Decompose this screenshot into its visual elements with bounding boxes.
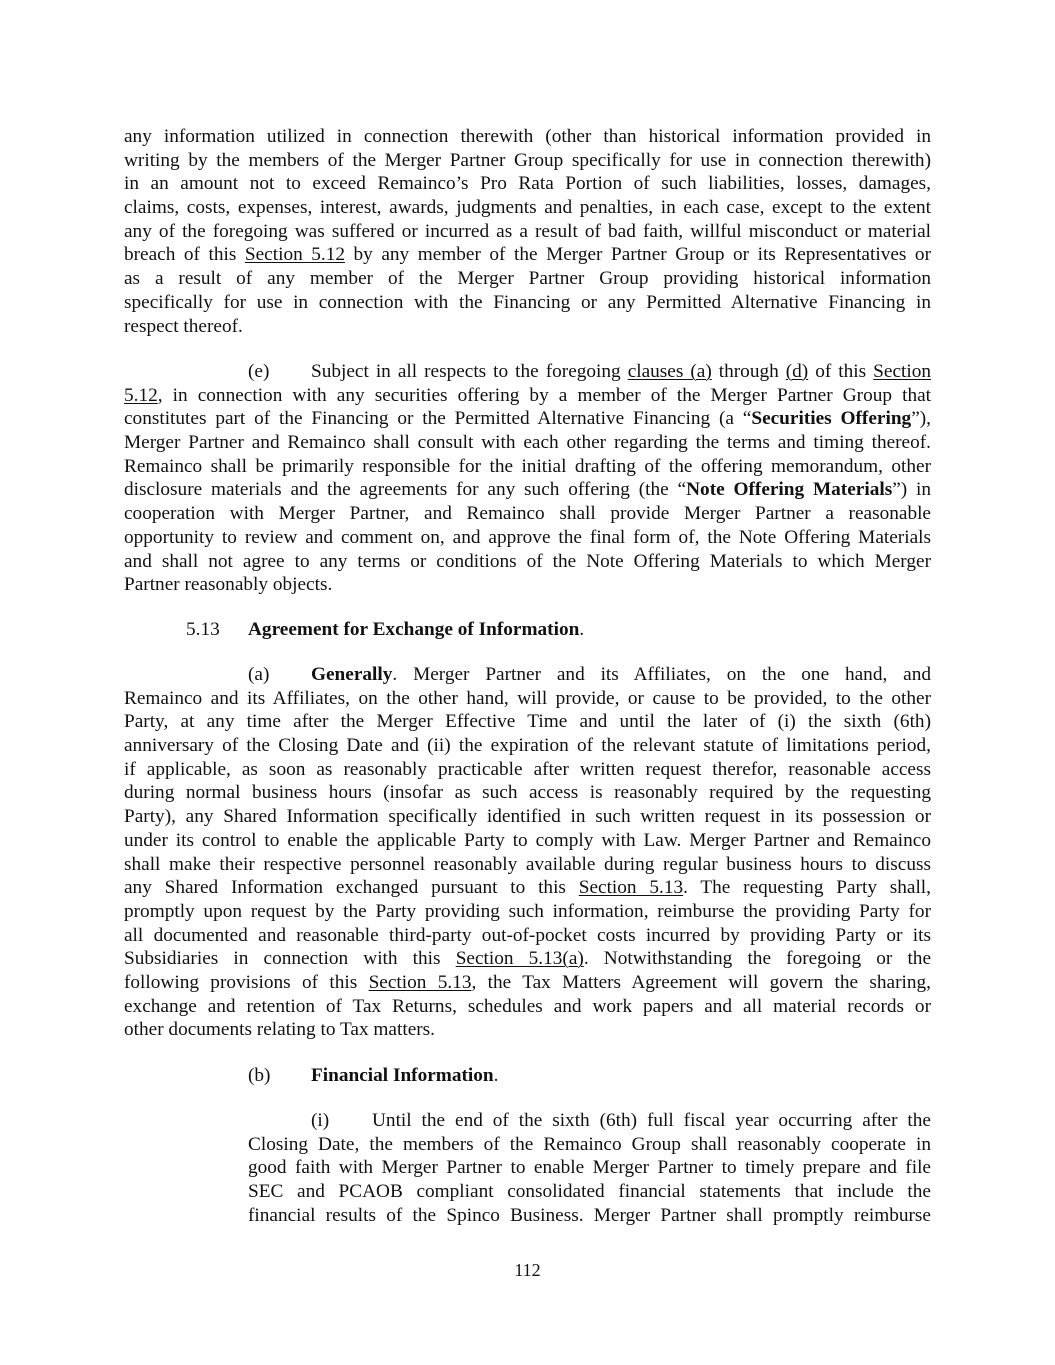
text-line xyxy=(124,829,931,853)
text-run: . Notwithstanding the foregoing or the xyxy=(583,948,932,970)
text-run: good faith with Merger Partner to enable Merger Partner to timely prepare and file xyxy=(248,1157,931,1179)
text-run: in an amount not to exceed Remainco’s Pro Rata Portion of such liabilities, losses, damages, xyxy=(124,173,931,195)
text-run: following provisions of this xyxy=(124,971,369,993)
cross-reference-link[interactable]: (d) xyxy=(785,361,809,382)
para-a xyxy=(124,663,931,1042)
text-run: Remainco and its Affiliates, on the other hand, will provide, or cause to be provided, to the other xyxy=(124,687,931,709)
page-number: 112 xyxy=(514,1260,541,1280)
text-run: under its control to enable the applicable Party to comply with Law. Merger Partner and Remainco xyxy=(124,829,931,851)
text-run: exchange and retention of Tax Returns, schedules and work papers and all material records or xyxy=(124,995,931,1017)
text-run: constitutes part of the Financing or the Permitted Alternative Financing (a “ xyxy=(124,408,752,430)
text-line xyxy=(124,196,931,220)
text-line xyxy=(124,526,931,550)
text-line xyxy=(124,431,931,455)
text-run: Subject in all respects to the foregoing xyxy=(311,361,628,382)
text-run: SEC and PCAOB compliant consolidated financial statements that include the xyxy=(248,1181,931,1203)
text-line xyxy=(124,853,931,877)
clause-label: (i) xyxy=(311,1110,330,1131)
text-run: Party, at any time after the Merger Effective Time and until the later of (i) the sixth (6th) xyxy=(124,711,931,733)
text-line xyxy=(124,220,931,244)
text-run: claims, costs, expenses, interest, awards, judgments and penalties, in each case, except to the extent xyxy=(124,197,931,219)
cross-reference-link[interactable]: Section 5.13 xyxy=(578,877,684,899)
text-run: . The requesting Party shall, xyxy=(683,877,931,899)
text-line xyxy=(124,172,931,196)
text-line xyxy=(124,125,931,149)
text-run: Merger Partner and Remainco shall consult with each other regarding the terms and timing thereof. xyxy=(124,432,931,454)
text-line xyxy=(124,687,931,711)
defined-term: Note Offering Materials xyxy=(686,479,893,501)
text-line xyxy=(248,1133,931,1157)
text-run: . Merger Partner and its Affiliates, on the one hand, and xyxy=(392,664,931,685)
text-run: anniversary of the Closing Date and (ii) the expiration of the relevant statute of limitations period, xyxy=(124,735,931,757)
text-run: Party), any Shared Information specifically identified in such written request in its possession or xyxy=(124,806,931,828)
text-run: Closing Date, the members of the Remainco Group shall reasonably cooperate in xyxy=(248,1133,931,1155)
cross-reference-link[interactable]: Section 5.12 xyxy=(244,244,345,266)
text-run: during normal business hours (insofar as such access is reasonably required by the requesting xyxy=(124,782,931,804)
text-line xyxy=(124,876,931,900)
text-run: financial results of the Spinco Business. Merger Partner shall promptly reimburse xyxy=(248,1204,931,1226)
text-run: Partner reasonably objects. xyxy=(124,574,333,596)
text-line xyxy=(124,384,931,408)
text-run: , the Tax Matters Agreement will govern the sharing, xyxy=(471,971,931,993)
para-continuation xyxy=(124,125,931,338)
text-run: all documented and reasonable third-party out-of-pocket costs incurred by providing Party or its xyxy=(124,924,931,946)
clause-label: (e) xyxy=(248,361,270,382)
text-run: shall make their respective personnel reasonably available during regular business hours to discuss xyxy=(124,853,931,875)
text-run: through xyxy=(711,361,786,382)
text-line xyxy=(124,710,931,734)
text-line xyxy=(124,995,931,1019)
text-run: by any member of the Merger Partner Group or its Representatives or xyxy=(345,244,931,266)
text-line xyxy=(124,734,931,758)
text-run: as a result of any member of the Merger Partner Group providing historical information xyxy=(124,268,931,290)
text-line xyxy=(124,1064,931,1088)
clause-label: (a) xyxy=(248,664,270,685)
text-run: of this xyxy=(808,361,874,382)
defined-term: Agreement for Exchange of Information xyxy=(248,619,580,640)
text-run: writing by the members of the Merger Partner Group specifically for use in connection therewith) xyxy=(124,149,931,171)
text-line xyxy=(124,243,931,267)
text-line xyxy=(124,291,931,315)
text-line xyxy=(124,947,931,971)
cross-reference-link[interactable]: Section 5.13 xyxy=(368,971,472,993)
cross-reference-link[interactable]: 5.12 xyxy=(124,384,158,406)
cross-reference-link[interactable]: Section 5.13(a) xyxy=(455,948,584,970)
text-line xyxy=(124,502,931,526)
text-run: . xyxy=(579,619,585,640)
text-run: any of the foregoing was suffered or incurred as a result of bad faith, willful misconduct or material xyxy=(124,220,931,242)
text-run: ”) in xyxy=(892,479,932,501)
text-line xyxy=(248,1180,931,1204)
text-line xyxy=(124,781,931,805)
text-line xyxy=(124,663,931,687)
text-line xyxy=(248,1156,931,1180)
text-line xyxy=(124,455,931,479)
text-run: Remainco shall be primarily responsible for the initial drafting of the offering memorandum, other xyxy=(124,455,931,477)
para-e xyxy=(124,360,931,597)
text-line xyxy=(124,149,931,173)
text-line xyxy=(248,1204,931,1228)
text-line xyxy=(124,1018,931,1042)
text-run: and shall not agree to any terms or conditions of the Note Offering Materials to which Merger xyxy=(124,550,931,572)
text-line xyxy=(248,1109,931,1133)
para-b-i xyxy=(248,1109,931,1227)
text-line xyxy=(124,805,931,829)
text-run: Subsidiaries in connection with this xyxy=(124,948,456,970)
text-line xyxy=(124,924,931,948)
defined-term: Financial Information xyxy=(311,1065,494,1086)
text-run: any information utilized in connection therewith (other than historical information provided in xyxy=(124,126,931,147)
text-run: Until the end of the sixth (6th) full fiscal year occurring after the xyxy=(372,1110,931,1131)
text-run: , in connection with any securities offering by a member of the Merger Partner Group that xyxy=(157,384,931,406)
text-run: . xyxy=(493,1065,499,1086)
para-b-heading xyxy=(124,1064,931,1088)
cross-reference-link[interactable]: clauses (a) xyxy=(627,361,712,382)
text-run: opportunity to review and comment on, and approve the final form of, the Note Offering Materials xyxy=(124,526,931,548)
text-line xyxy=(124,618,931,642)
defined-term: Generally xyxy=(311,664,393,685)
section-5-13-heading xyxy=(124,618,931,642)
clause-label: (b) xyxy=(248,1065,271,1086)
text-run: respect thereof. xyxy=(124,315,243,337)
text-run: specifically for use in connection with the Financing or any Permitted Alternative Financing in xyxy=(124,291,931,313)
cross-reference-link[interactable]: Section xyxy=(873,361,931,382)
text-run: disclosure materials and the agreements for any such offering (the “ xyxy=(124,479,687,501)
text-run: cooperation with Merger Partner, and Remainco shall provide Merger Partner a reasonable xyxy=(124,503,931,525)
text-run: breach of this xyxy=(124,244,245,266)
text-run: if applicable, as soon as reasonably practicable after written request therefor, reasonable access xyxy=(124,758,931,780)
text-line xyxy=(124,550,931,574)
text-run: ”), xyxy=(911,408,931,430)
text-line xyxy=(124,360,931,384)
defined-term: Securities Offering xyxy=(751,408,912,430)
text-line xyxy=(124,407,931,431)
text-run: any Shared Information exchanged pursuant to this xyxy=(124,877,579,899)
text-run: promptly upon request by the Party providing such information, reimburse the providing Party for xyxy=(124,900,931,922)
text-line xyxy=(124,315,931,339)
text-line xyxy=(124,900,931,924)
text-run: other documents relating to Tax matters. xyxy=(124,1019,435,1041)
clause-label: 5.13 xyxy=(186,619,220,640)
text-line xyxy=(124,478,931,502)
text-line xyxy=(124,758,931,782)
text-line xyxy=(124,267,931,291)
text-line xyxy=(124,971,931,995)
text-line xyxy=(124,573,931,597)
